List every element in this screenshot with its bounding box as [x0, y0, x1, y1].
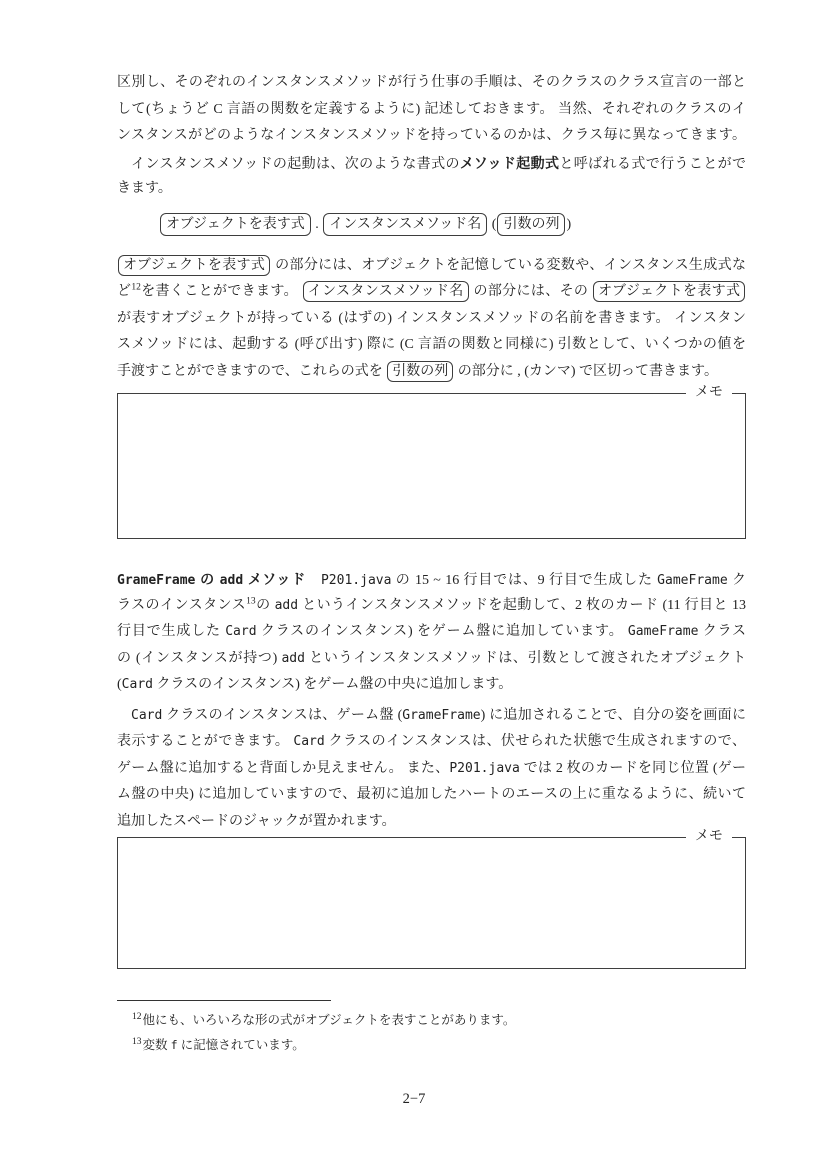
- paragraph: [117, 253, 746, 386]
- text-run: ク: [727, 573, 746, 588]
- text-run: と呼ばれる式で行うことがで: [559, 156, 746, 172]
- text-run: に記憶されています。: [177, 1038, 305, 1052]
- text-run: では 2 枚のカードを同じ位置 (ゲー: [519, 760, 746, 776]
- text-run: クラスのインスタンスは、ゲーム盤 (: [162, 707, 403, 723]
- text-run: クラスのインスタンス) をゲーム盤に追加しています。: [256, 624, 628, 639]
- text-run: (: [117, 677, 122, 692]
- text-line: [117, 619, 746, 646]
- text-line: [117, 176, 746, 203]
- text-run: クラス: [698, 624, 746, 639]
- text-run: .: [311, 216, 323, 232]
- text-run: クラスのインスタンス) をゲーム盤の中央に追加します。: [153, 677, 513, 692]
- text-line: [117, 809, 746, 836]
- code-text: P201.java: [320, 573, 392, 588]
- memo-box: [117, 385, 746, 539]
- text-line: [117, 97, 746, 124]
- text-run: を書くことができます。: [140, 284, 302, 299]
- footnote-marker: 13: [246, 595, 256, 606]
- text-line: [117, 782, 746, 809]
- text-run: ラスのインスタンス: [117, 597, 247, 613]
- syntax-box: 引数の列: [497, 213, 565, 236]
- syntax-box: 引数の列: [387, 361, 453, 382]
- text-line: [117, 70, 746, 97]
- text-run: の部分には、オブジェクトを記憶している変数や、インスタンス生成式な: [271, 257, 746, 273]
- text-run: ど: [117, 284, 132, 299]
- code-text: add: [219, 573, 244, 588]
- text-run: 区別し、そのぞれのインスタンスメソッドが行う仕事の手順は、そのクラスのクラス宣言の一部と: [117, 75, 746, 90]
- code-text: Card: [225, 624, 257, 639]
- code-text: Card: [121, 677, 154, 692]
- code-text: f: [170, 1038, 178, 1052]
- text-run: ゲーム盤に追加すると背面しか見えません。 また、: [117, 760, 450, 776]
- text-run: の 15 ~ 16 行目では、9 行目で生成した: [391, 573, 658, 588]
- text-run: 表示することができます。: [117, 734, 294, 749]
- code-text: add: [281, 650, 305, 666]
- text-run: 変数: [142, 1038, 171, 1052]
- emphasis-text: メソッド: [243, 571, 307, 587]
- text-run: の部分に , (カンマ) で区切って書きます。: [454, 363, 718, 379]
- memo-label: メモ: [686, 826, 732, 848]
- syntax-box: オブジェクトを表す式: [160, 213, 311, 236]
- code-text: GameFrame: [627, 624, 699, 639]
- code-text: Card: [131, 707, 163, 723]
- text-run: ): [566, 216, 572, 232]
- footnote: [117, 1033, 746, 1058]
- code-text: add: [274, 597, 299, 613]
- text-run: 他にも、いろいろな形の式がオブジェクトを表すことがあります。: [142, 1013, 516, 1027]
- text-run: ンスタンスがどのようなインスタンスメソッドを持っているのかは、クラス毎に異なってきます。: [117, 128, 746, 143]
- text-run: ム盤の中央) に追加していますので、最初に追加したハートのエースの上に重なるように、続いて: [117, 787, 746, 802]
- code-text: GrameFrame: [117, 573, 196, 588]
- code-text: Card: [293, 734, 325, 749]
- text-line: [117, 703, 746, 730]
- text-line: [117, 253, 746, 280]
- text-line: [117, 729, 746, 756]
- text-line: [117, 756, 746, 783]
- text-line: [117, 646, 746, 673]
- text-run: が表すオブジェクトが持っている (はずの) インスタンスメソッドの名前を書きます。 インスタン: [117, 310, 746, 326]
- text-line: [117, 123, 746, 150]
- text-column: [117, 70, 746, 1058]
- text-run: きます。: [117, 181, 172, 196]
- text-line: [117, 672, 746, 699]
- text-blocks: [117, 70, 746, 1058]
- text-line: [117, 593, 746, 620]
- footnotes: [117, 1000, 746, 1058]
- text-run: ) に追加されることで、自分の姿を画面に: [480, 707, 746, 723]
- footnote-marker: 12: [131, 282, 141, 293]
- footnote-rule: [117, 1000, 331, 1001]
- paragraph: [117, 70, 746, 203]
- code-text: GrameFrame: [402, 707, 481, 723]
- text-line: [117, 332, 746, 359]
- footnote-marker: 13: [132, 1036, 142, 1047]
- syntax-box: インスタンスメソッド名: [303, 281, 469, 302]
- code-text: P201.java: [449, 760, 520, 776]
- syntax-box: インスタンスメソッド名: [323, 213, 487, 236]
- footnote: [117, 1008, 746, 1033]
- memo-box: [117, 829, 746, 969]
- text-run: クラスのインスタンスは、伏せられた状態で生成されますので、: [324, 734, 746, 749]
- code-text: GameFrame: [657, 573, 728, 588]
- text-run: 追加したスペードのジャックが置かれます。: [117, 813, 396, 829]
- text-line: [117, 150, 746, 177]
- text-run: の部分には、その: [469, 284, 593, 299]
- text-run: の (インスタンスが持つ): [117, 650, 282, 666]
- footnote-marker: 12: [132, 1011, 142, 1022]
- text-line: [117, 306, 746, 333]
- memo-label: メモ: [686, 382, 732, 404]
- text-run: (: [488, 216, 497, 232]
- text-run: 手渡すことができますので、これらの式を: [117, 363, 387, 379]
- text-run: して(ちょうど C 言語の関数を定義するように) 記述しておきます。 当然、それぞれのクラスのイ: [117, 101, 746, 117]
- syntax-box: オブジェクトを表す式: [593, 281, 745, 302]
- text-line: [117, 279, 746, 306]
- text-run: [306, 573, 321, 588]
- paragraph: [117, 566, 746, 699]
- text-run: 行目で生成した: [117, 624, 226, 639]
- text-run: というインスタンスメソッドを起動して、2 枚のカード (11 行目と 13: [298, 597, 746, 613]
- method-invocation-syntax: [117, 210, 746, 240]
- paragraph: [117, 703, 746, 836]
- text-line: [117, 359, 746, 386]
- emphasis-text: の: [195, 571, 220, 587]
- page-number: 2−7: [402, 1091, 426, 1107]
- text-line: [117, 566, 746, 593]
- text-run: の: [255, 597, 275, 613]
- text-run: インスタンスメソッドの起動は、次のような書式の: [131, 156, 460, 172]
- emphasis-text: メソッド起動式: [459, 154, 560, 171]
- text-run: スメソッドには、起動する (呼び出す) 際に (C 言語の関数と同様に) 引数として、いくつかの値を: [117, 337, 746, 352]
- text-run: というインスタンスメソッドは、引数として渡されたオブジェクト: [304, 650, 746, 666]
- syntax-box: オブジェクトを表す式: [118, 255, 270, 276]
